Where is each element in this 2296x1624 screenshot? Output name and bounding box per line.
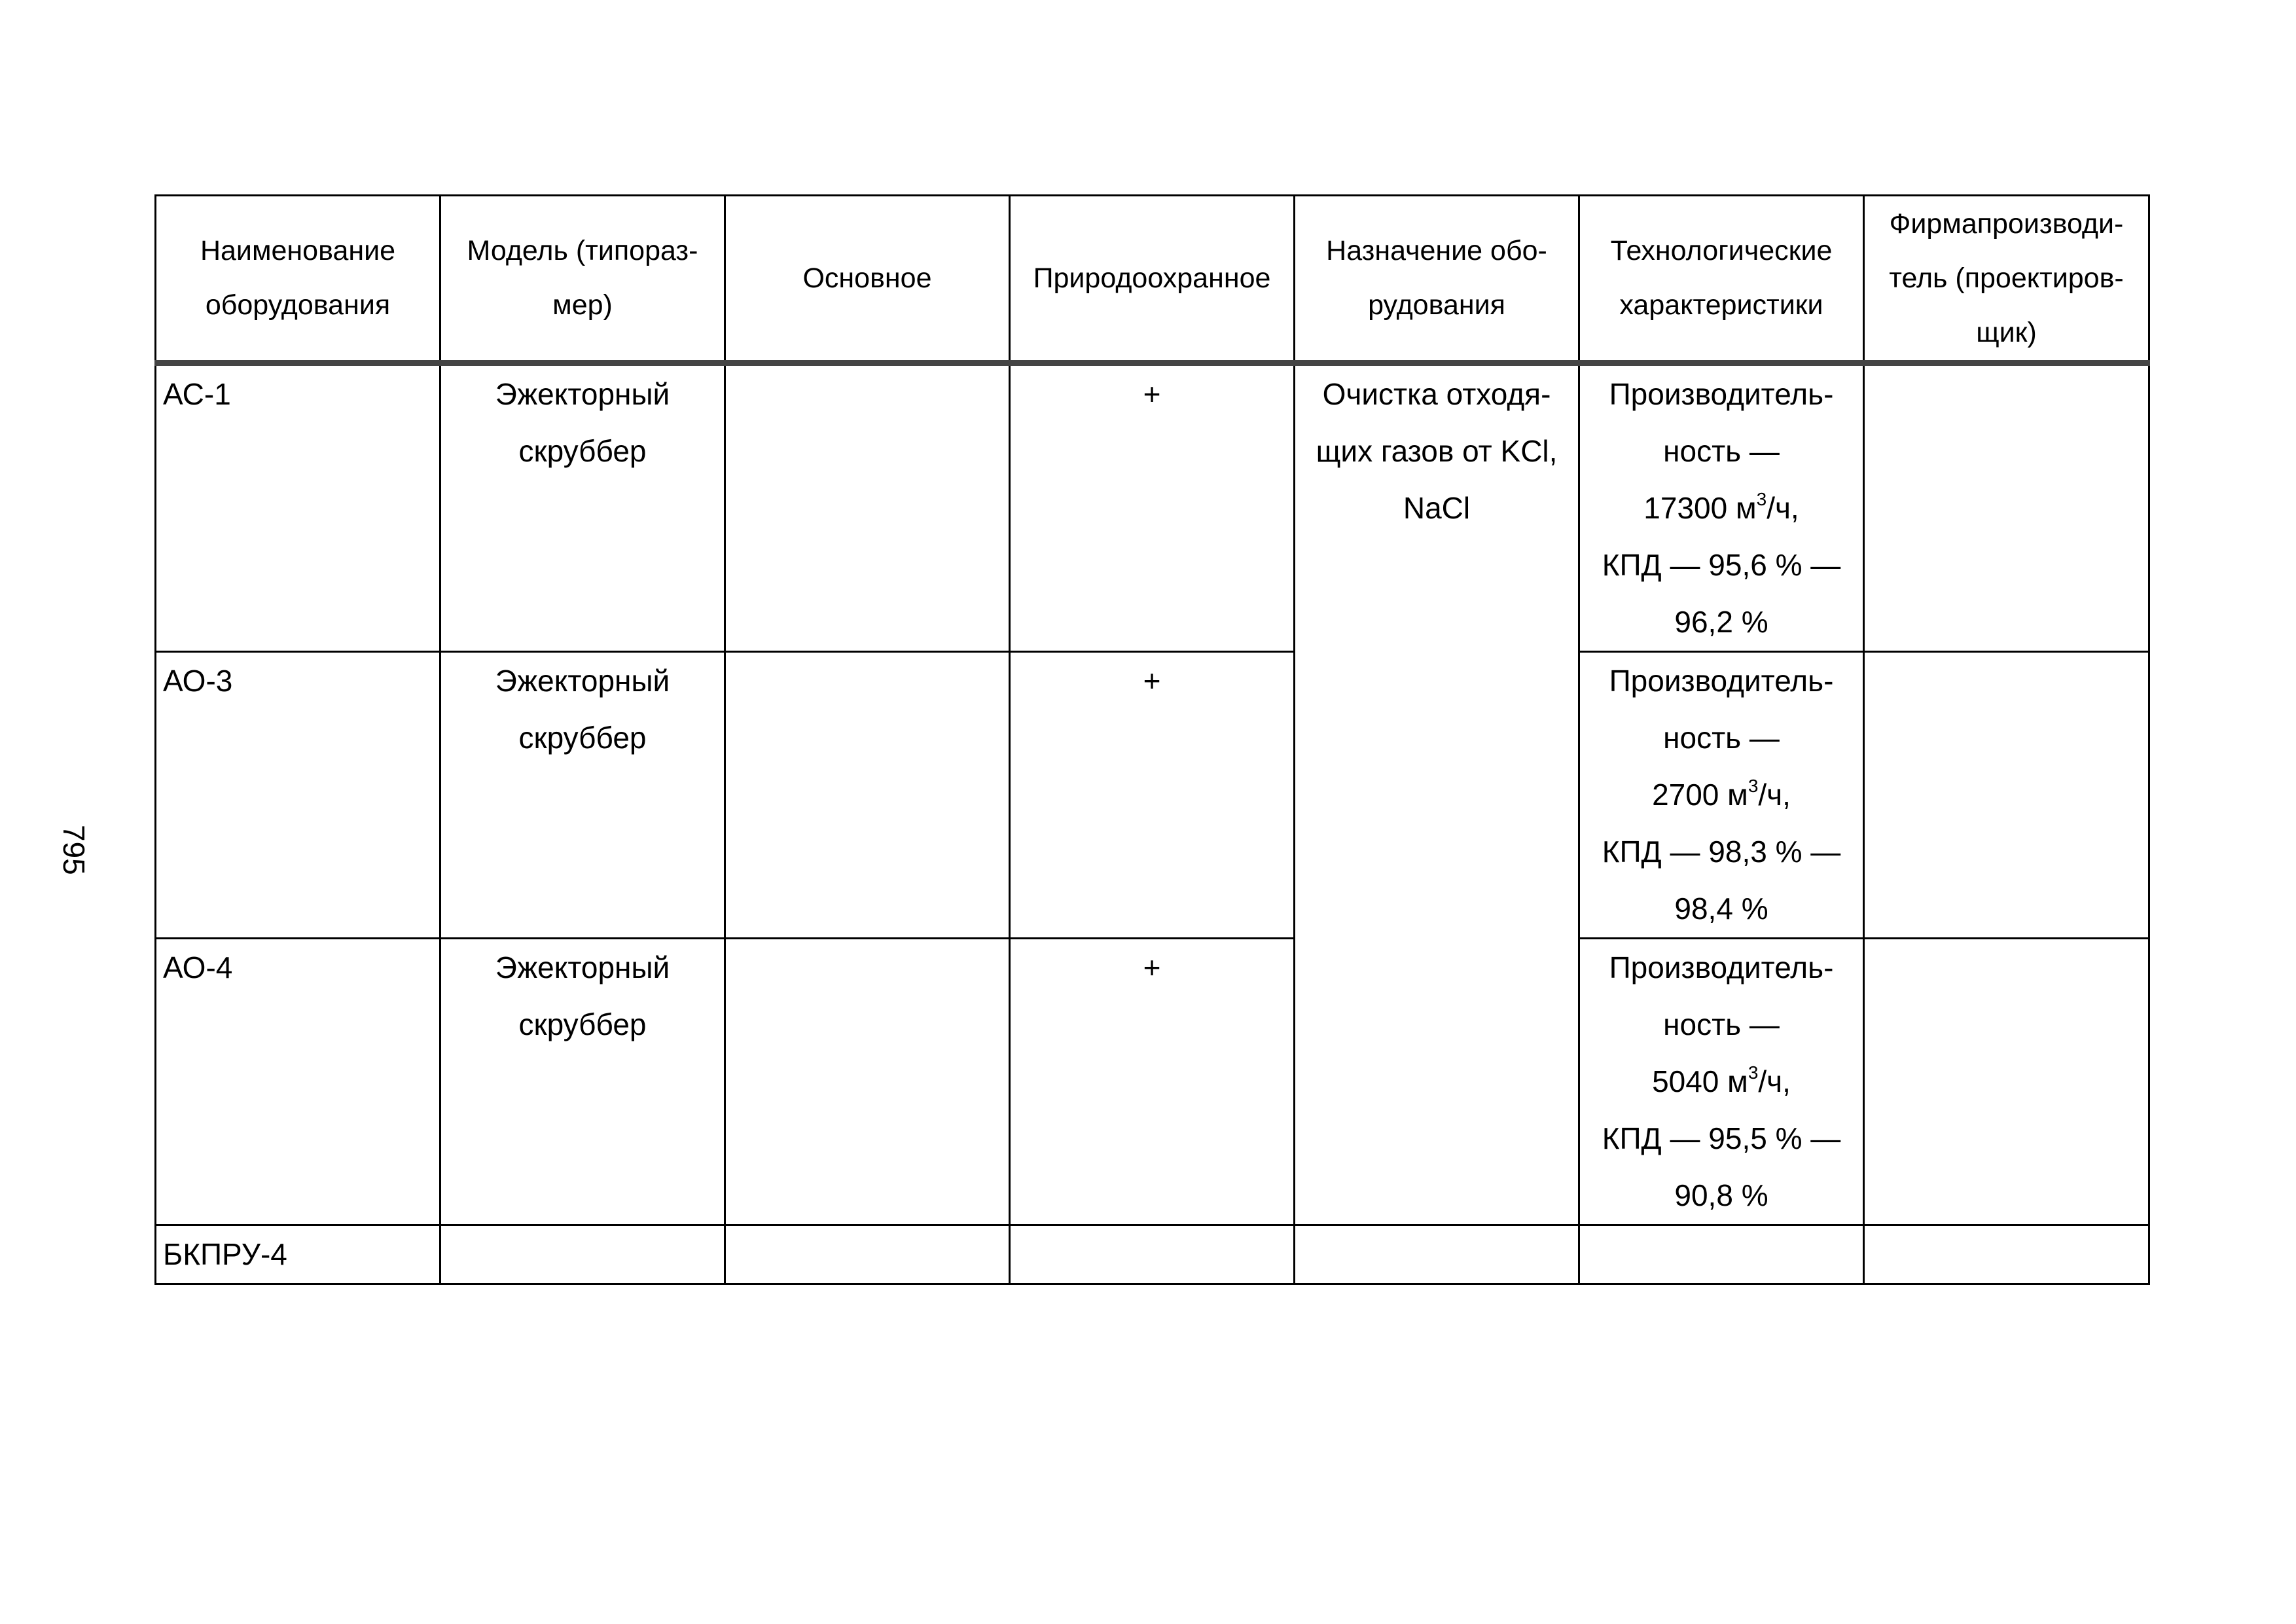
- equipment-name-cell: АО-4: [156, 939, 440, 1225]
- manufacturer-cell: [1864, 363, 2149, 652]
- main-cell: [725, 939, 1010, 1225]
- environmental-cell: [1010, 1225, 1295, 1284]
- manufacturer-cell: [1864, 1225, 2149, 1284]
- equipment-table: [154, 194, 2150, 1285]
- table-row: [156, 1225, 2149, 1284]
- equipment-name-cell: БКПРУ-4: [156, 1225, 440, 1284]
- environmental-cell: +: [1010, 939, 1295, 1225]
- header-equipment-name: Наименование оборудования: [156, 196, 440, 363]
- header-environmental: Природоохранное: [1010, 196, 1295, 363]
- model-cell: [440, 1225, 725, 1284]
- purpose-cell: [1295, 1225, 1579, 1284]
- main-cell: [725, 363, 1010, 652]
- header-purpose: Назначение обо- рудования: [1295, 196, 1579, 363]
- technical-characteristics-cell: [1579, 1225, 1864, 1284]
- purpose-cell: Очистка отходя- щих газов от KCl, NaCl: [1295, 363, 1579, 1225]
- model-cell: Эжекторный скруббер: [440, 652, 725, 939]
- model-cell: Эжекторный скруббер: [440, 939, 725, 1225]
- header-row: [156, 196, 2149, 363]
- technical-characteristics-cell: Производитель- ность — 2700 $м^3/ч$, КПД — 98,3 % — 98,4 %: [1579, 652, 1864, 939]
- manufacturer-cell: [1864, 939, 2149, 1225]
- model-cell: Эжекторный скруббер: [440, 363, 725, 652]
- header-model: Модель (типораз- мер): [440, 196, 725, 363]
- technical-characteristics-cell: Производитель- ность — 5040 $м^3/ч$, КПД — 95,5 % — 90,8 %: [1579, 939, 1864, 1225]
- main-cell: [725, 1225, 1010, 1284]
- table-row: [156, 652, 2149, 939]
- technical-characteristics-cell: Производитель- ность — 17300 $м^3/ч$, КПД — 95,6 % — 96,2 %: [1579, 363, 1864, 652]
- header-main: Основное: [725, 196, 1010, 363]
- environmental-cell: +: [1010, 652, 1295, 939]
- table-row: [156, 363, 2149, 652]
- equipment-name-cell: АС-1: [156, 363, 440, 652]
- equipment-name-cell: АО-3: [156, 652, 440, 939]
- header-manufacturer: Фирмапроизводи- тель (проектиров- щик): [1864, 196, 2149, 363]
- environmental-cell: +: [1010, 363, 1295, 652]
- table-row: [156, 939, 2149, 1225]
- page-number: 795: [57, 825, 91, 875]
- header-technical-characteristics: Технологические характеристики: [1579, 196, 1864, 363]
- manufacturer-cell: [1864, 652, 2149, 939]
- main-cell: [725, 652, 1010, 939]
